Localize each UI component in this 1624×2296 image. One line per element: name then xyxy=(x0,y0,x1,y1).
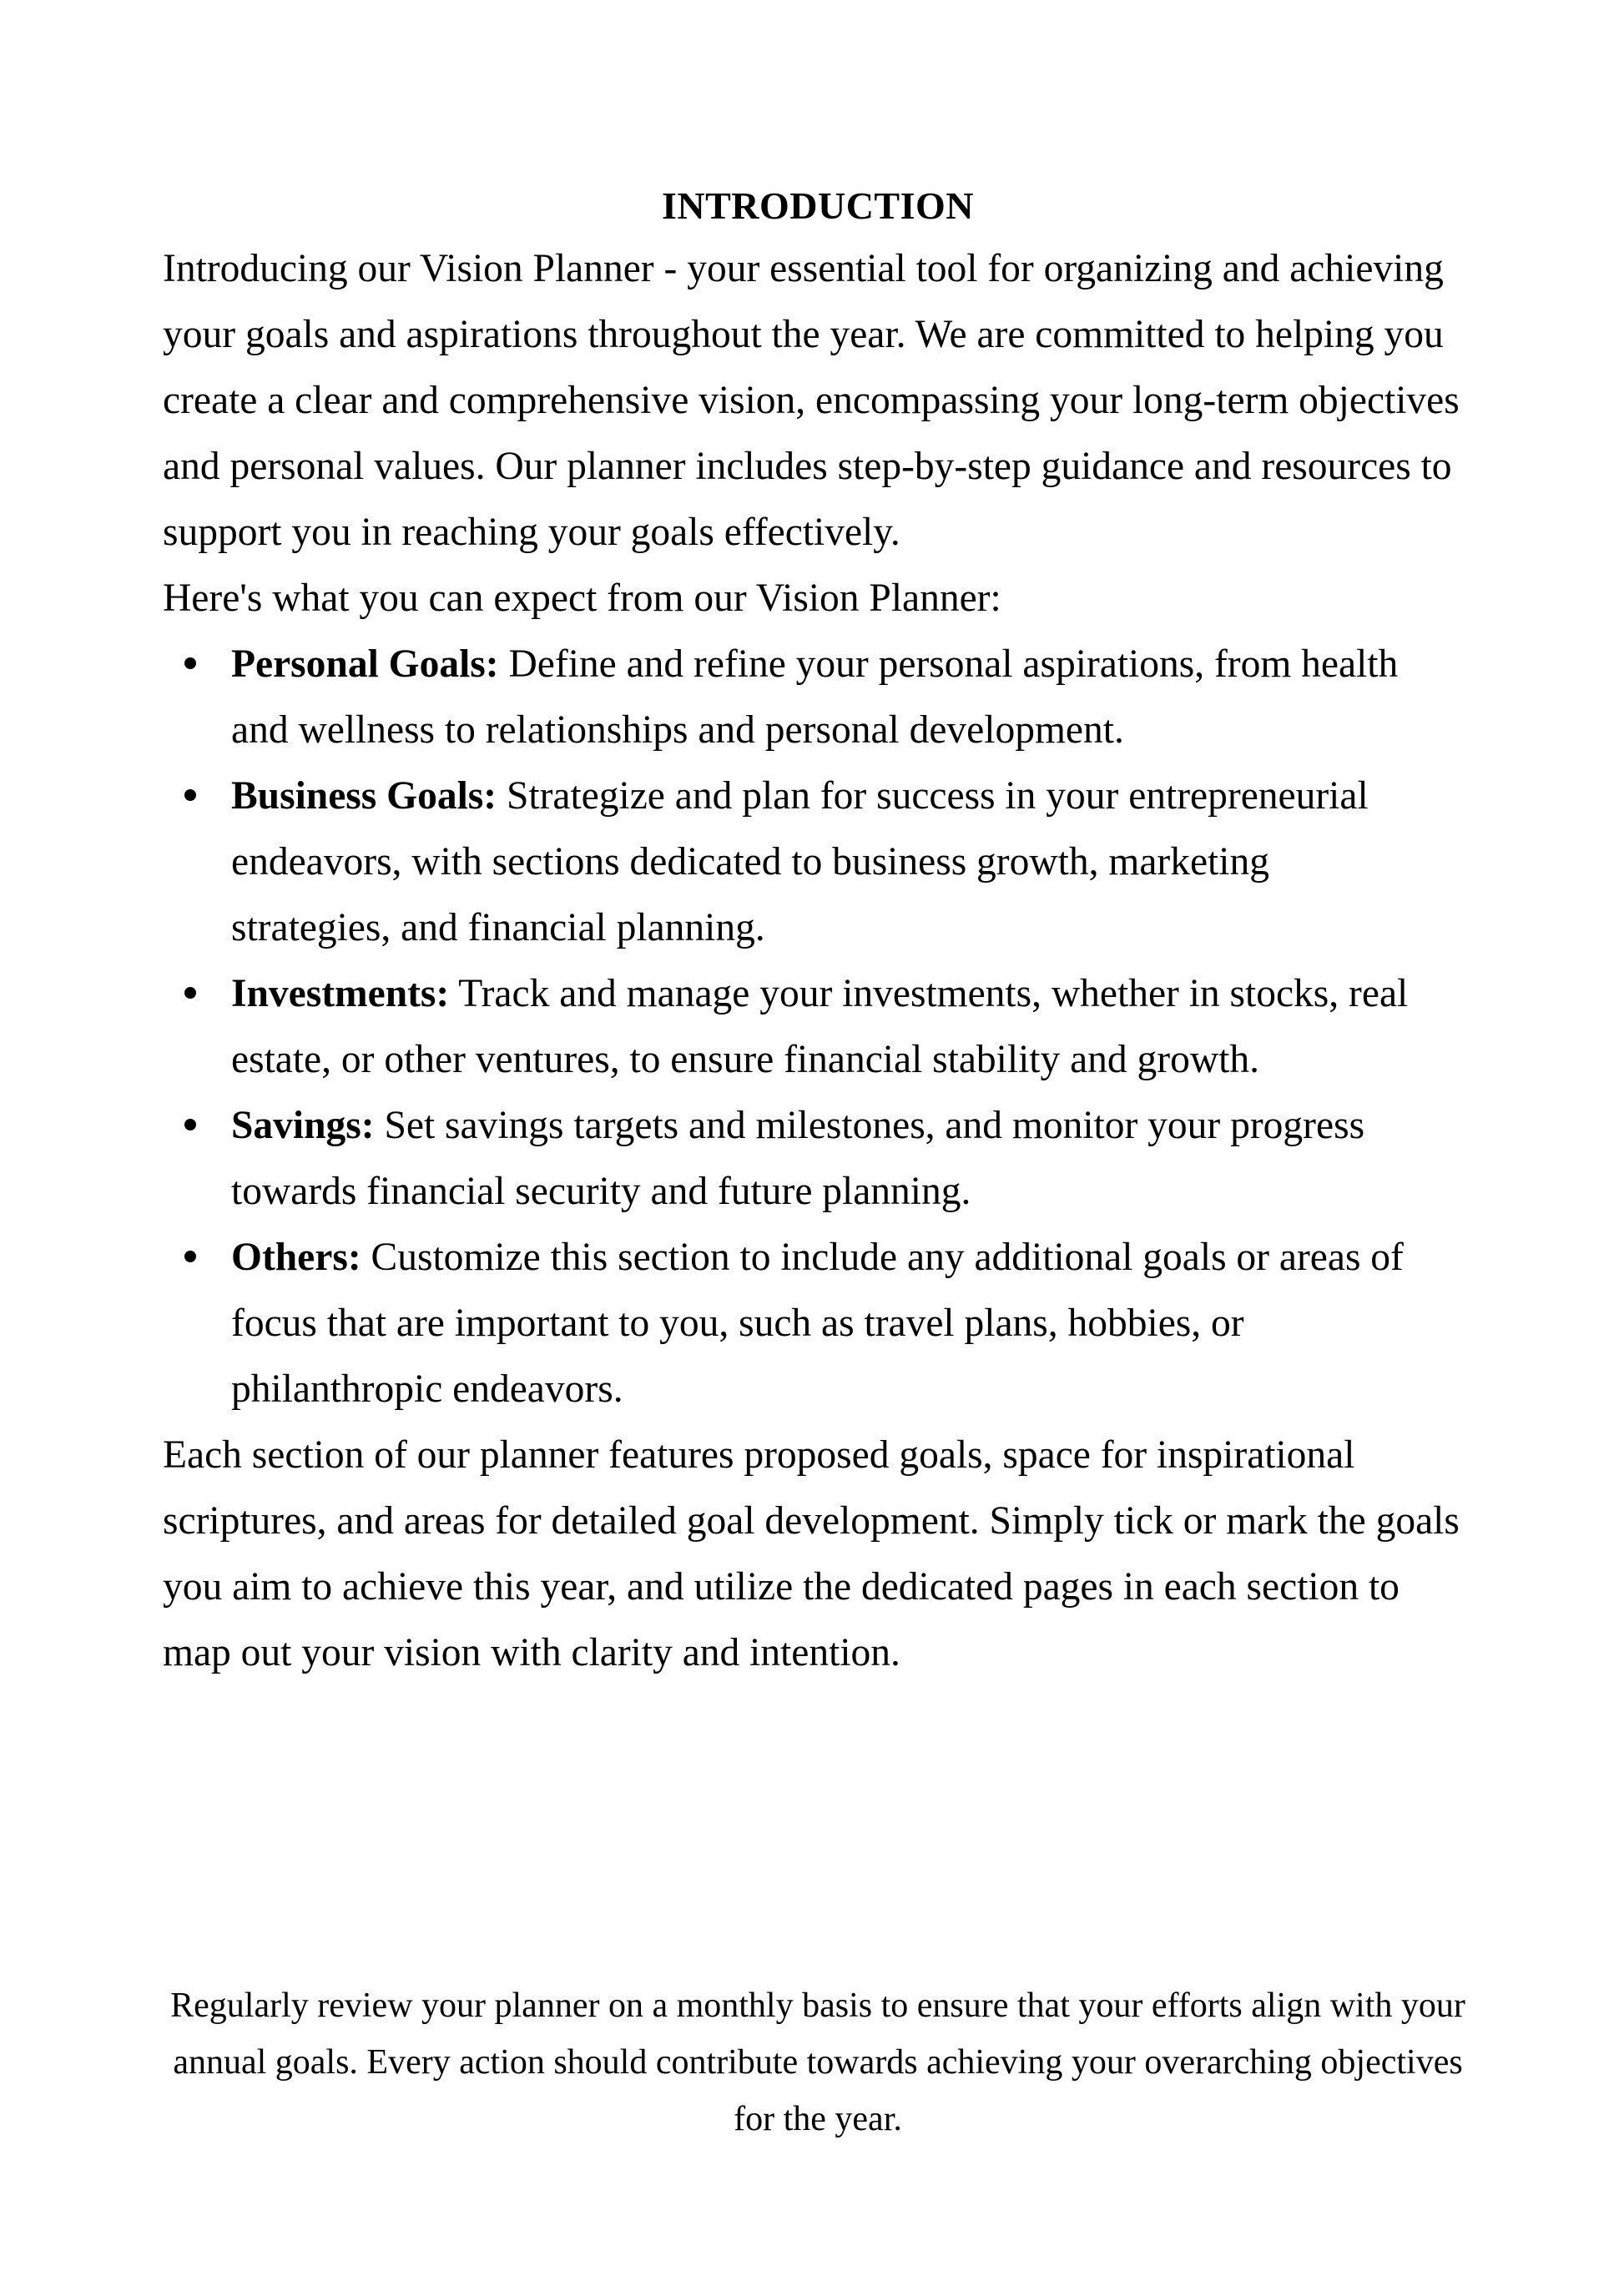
list-intro: Here's what you can expect from our Vision Planner: xyxy=(163,577,1001,620)
bullet-icon xyxy=(184,1251,196,1262)
closing-paragraph: Regularly review your planner on a monthly basis to ensure that your efforts align with your annual goals. Every action should contribute towards achieving your overarching objectives for the year. xyxy=(170,1986,1465,2138)
sections-paragraph: Each section of our planner features proposed goals, space for inspirational scriptures, and areas for detailed goal development. Simply tick or mark the goals you aim to achieve this year, and utilize the dedicated pages in each section to map out your vision with clarity and intention. xyxy=(163,1433,1460,1674)
goal-description: Strategize and plan for success in your entrepreneurial endeavors, with sections dedicated to business growth, marketing strategies, and financial planning. xyxy=(231,774,1369,949)
goals-list xyxy=(163,632,1481,1422)
list-item-savings xyxy=(231,1093,1481,1225)
list-item-personal-goals xyxy=(231,632,1481,763)
page-title: INTRODUCTION xyxy=(661,184,975,227)
bullet-icon xyxy=(184,987,196,999)
document-body xyxy=(163,236,1481,1686)
goal-description: Set savings targets and milestones, and monitor your progress towards financial security and future planning. xyxy=(231,1104,1365,1213)
closing-note xyxy=(163,1977,1473,2147)
bullet-icon xyxy=(184,1119,196,1130)
goal-term: Personal Goals: xyxy=(231,642,499,686)
bullet-icon xyxy=(184,657,196,669)
goal-term: Investments: xyxy=(231,972,450,1015)
goal-term: Others: xyxy=(231,1236,361,1279)
goal-description: Define and refine your personal aspirations, from health and wellness to relationships and personal development. xyxy=(231,642,1399,752)
goal-description: Track and manage your investments, whether in stocks, real estate, or other ventures, to ensure financial stability and growth. xyxy=(231,972,1409,1081)
bullet-icon xyxy=(184,789,196,801)
goal-term: Savings: xyxy=(231,1104,375,1147)
list-item-others xyxy=(231,1225,1481,1422)
goal-description: Customize this section to include any additional goals or areas of focus that are important to you, such as travel plans, hobbies, or philanthropic endeavors. xyxy=(231,1236,1404,1411)
intro-paragraph: Introducing our Vision Planner - your essential tool for organizing and achieving your goals and aspirations throughout the year. We are committed to helping you create a clear and comprehensive vision, encompassing your long-term objectives and personal values. Our planner includes step-by-step guidance and resources to support you in reaching your goals effectively. xyxy=(163,247,1460,554)
list-item-investments xyxy=(231,961,1481,1093)
list-item-business-goals xyxy=(231,763,1481,961)
goal-term: Business Goals: xyxy=(231,774,497,818)
